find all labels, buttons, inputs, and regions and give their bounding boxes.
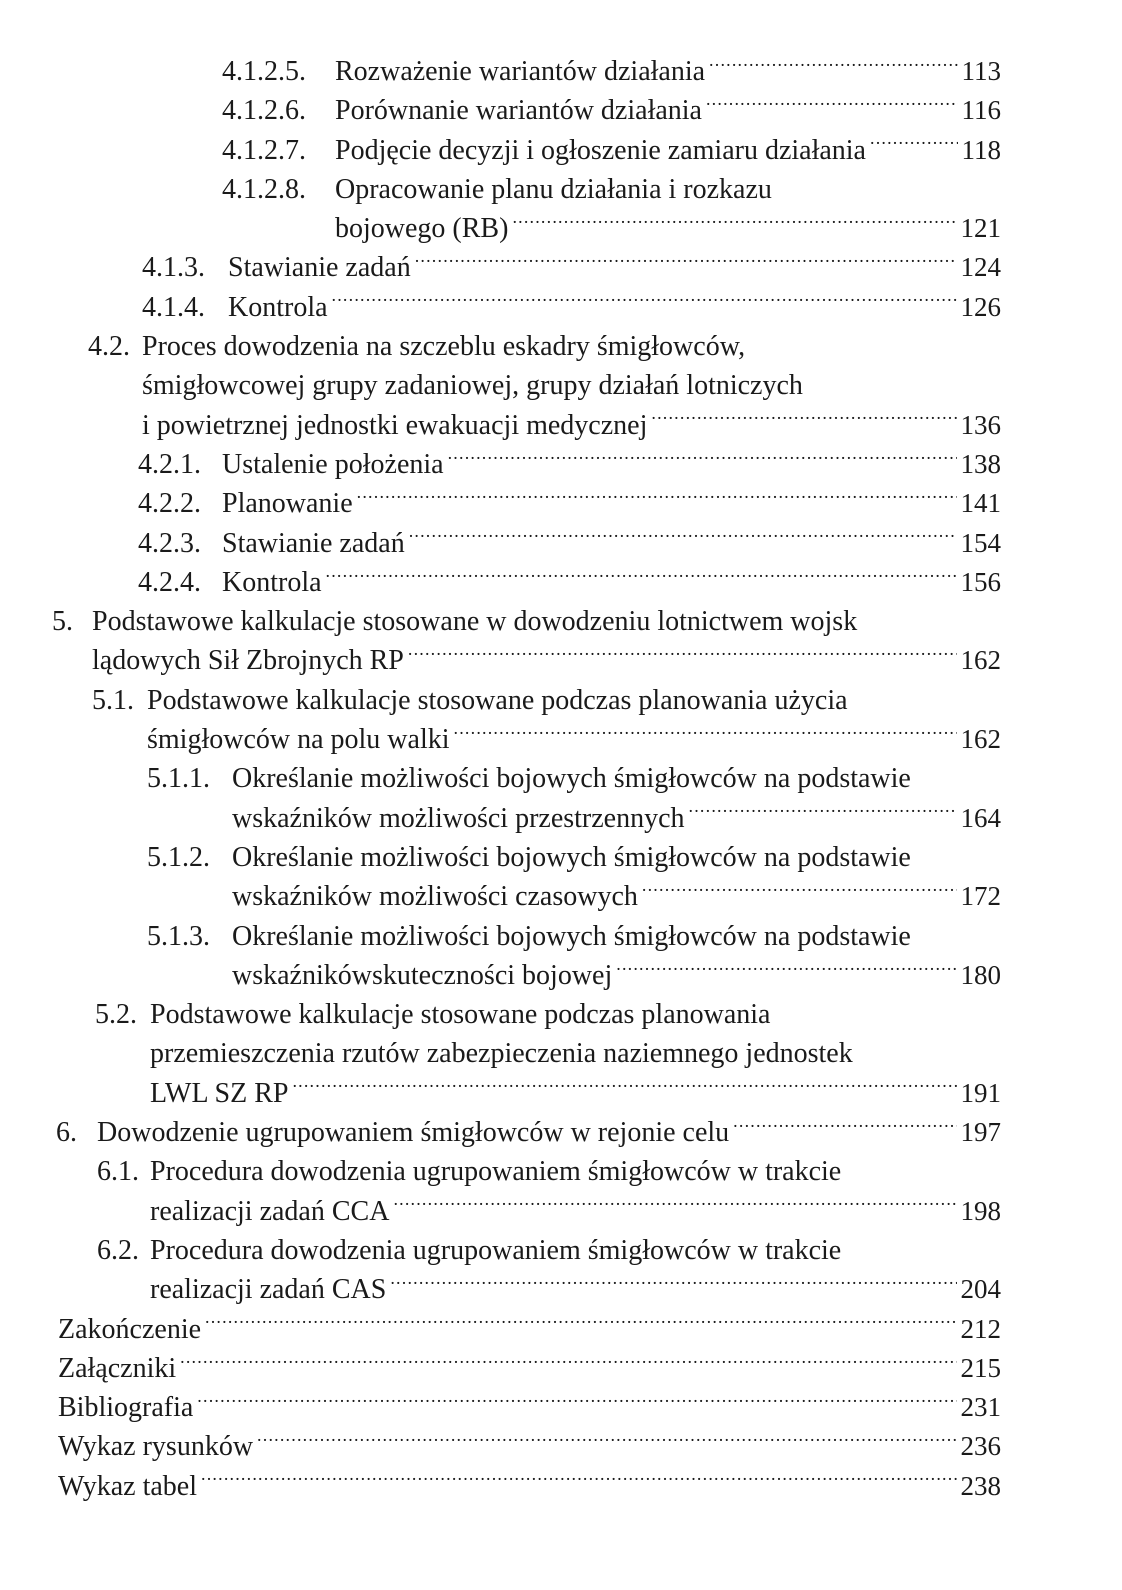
toc-entry — [0, 524, 1063, 563]
toc-entry-last-line — [222, 445, 1001, 484]
toc-entry-title-line: Zakończenie — [58, 1313, 202, 1345]
toc-entry-title-line: realizacji zadań CCA — [150, 1195, 390, 1227]
toc-entry-last-line — [222, 563, 1001, 602]
toc-entry-page-number: 138 — [960, 448, 1001, 479]
toc-entry-page-number: 197 — [960, 1117, 1001, 1148]
toc-entry — [0, 1231, 1063, 1310]
dot-leader — [706, 93, 958, 121]
toc-entry-title-line: LWL SZ RP — [150, 1077, 289, 1109]
toc-entry-page-number: 236 — [960, 1431, 1001, 1462]
toc-entry-last-line — [228, 248, 1001, 287]
dot-leader — [616, 958, 956, 986]
toc-entry-number: 4.1.2.8. — [222, 173, 306, 205]
toc-entry — [0, 1427, 1063, 1466]
dot-leader — [197, 1390, 956, 1418]
toc-entry-number: 5.1.2. — [147, 841, 210, 873]
toc-entry-page-number: 212 — [960, 1313, 1001, 1344]
toc-entry-title-line: Dowodzenie ugrupowaniem śmigłowców w rejonie celu — [97, 1117, 730, 1149]
toc-entry-last-line — [58, 1388, 1001, 1427]
dot-leader — [415, 250, 957, 278]
toc-entry — [0, 1388, 1063, 1427]
toc-entry-last-line — [335, 209, 1001, 248]
toc-entry-last-line — [232, 799, 1001, 838]
toc-entry-last-line — [58, 1310, 1001, 1349]
toc-entry-title-line: i powietrznej jednostki ewakuacji medycznej — [142, 409, 648, 441]
toc-entry-title-line: Ustalenie położenia — [222, 448, 444, 480]
toc-entry-page-number: 191 — [960, 1077, 1001, 1108]
toc-entry-number: 6.2. — [97, 1234, 139, 1266]
dot-leader — [201, 1469, 956, 1497]
toc-entry-title-line: Określanie możliwości bojowych śmigłowców na podstawie — [232, 920, 911, 952]
toc-entry-page-number: 180 — [960, 959, 1001, 990]
toc-entry-title-line: Wykaz rysunków — [58, 1431, 254, 1463]
toc-entry-page-number: 126 — [960, 291, 1001, 322]
toc-entry-title-line: Planowanie — [222, 488, 353, 520]
toc-entry-title-line: bojowego (RB) — [335, 213, 509, 245]
toc-entry-title-line: Podstawowe kalkulacje stosowane podczas planowania — [150, 999, 771, 1031]
toc-entry-title-line: śmigłowcowej grupy zadaniowej, grupy działań lotniczych — [142, 370, 803, 402]
toc-entry-title-line: Bibliografia — [58, 1392, 194, 1424]
toc-entry-page-number: 198 — [960, 1195, 1001, 1226]
toc-entry-page-number: 141 — [960, 488, 1001, 519]
toc-entry-number: 5. — [52, 606, 73, 638]
toc-entry-number: 4.2.1. — [138, 448, 201, 480]
toc-entry-number: 6. — [56, 1117, 77, 1149]
toc-entry-title-line: wskaźnikówskuteczności bojowej — [232, 959, 613, 991]
dot-leader — [257, 1429, 956, 1457]
dot-leader — [642, 879, 957, 907]
toc-entry-last-line — [222, 524, 1001, 563]
toc-entry-page-number: 162 — [960, 645, 1001, 676]
toc-entry-title-line: Określanie możliwości bojowych śmigłowców na podstawie — [232, 841, 911, 873]
toc-entry-title-line: Załączniki — [58, 1352, 177, 1384]
toc-entry-title-line: Kontrola — [222, 566, 322, 598]
toc-entry-last-line — [150, 1074, 1001, 1113]
toc-entry — [0, 1467, 1063, 1506]
dot-leader — [408, 643, 957, 671]
dot-leader — [390, 1272, 956, 1300]
toc-entry-title-line: przemieszczenia rzutów zabezpieczenia naziemnego jednostek — [150, 1038, 853, 1070]
toc-entry-last-line — [147, 720, 1001, 759]
toc-entry-number: 4.1.4. — [142, 291, 205, 323]
toc-entry-title-line: Stawianie zadań — [222, 527, 405, 559]
toc-entry-title-line: wskaźników możliwości przestrzennych — [232, 802, 685, 834]
toc-entry-page-number: 136 — [960, 409, 1001, 440]
dot-leader — [709, 54, 957, 82]
toc-entry — [0, 445, 1063, 484]
dot-leader — [733, 1115, 956, 1143]
toc-entry-last-line — [335, 131, 1001, 170]
dot-leader — [512, 211, 956, 239]
dot-leader — [409, 526, 957, 554]
toc-entry-page-number: 113 — [961, 56, 1001, 86]
toc-entry-number: 5.1.3. — [147, 920, 210, 952]
toc-entry-number: 6.1. — [97, 1156, 139, 1188]
dot-leader — [326, 565, 957, 593]
toc-entry-page-number: 204 — [960, 1274, 1001, 1305]
toc-entry-page-number: 172 — [960, 881, 1001, 912]
toc-entry-last-line — [58, 1427, 1001, 1466]
toc-entry — [0, 52, 1063, 91]
toc-entry-title-line: Rozważenie wariantów działania — [335, 56, 706, 87]
dot-leader — [180, 1351, 956, 1379]
toc-entry-title-line: Kontrola — [228, 291, 328, 323]
toc-entry-page-number: 215 — [960, 1352, 1001, 1383]
toc-entry-last-line — [228, 288, 1001, 327]
toc-entry — [0, 838, 1063, 917]
toc-entry-page-number: 154 — [960, 527, 1001, 558]
toc-entry-number: 4.1.3. — [142, 252, 205, 284]
toc-entry-title-line: realizacji zadań CAS — [150, 1274, 387, 1306]
toc-entry-title-line: Opracowanie planu działania i rozkazu — [335, 173, 772, 205]
toc-entry-number: 4.1.2.6. — [222, 95, 306, 127]
toc-entry-title-line: Podstawowe kalkulacje stosowane podczas planowania użycia — [147, 684, 848, 716]
toc-entry-title-line: Wykaz tabel — [58, 1470, 198, 1502]
toc-entry — [0, 563, 1063, 602]
toc-entry-number: 4.2.4. — [138, 566, 201, 598]
toc-entry-title-line: Procedura dowodzenia ugrupowaniem śmigłowców w trakcie — [150, 1234, 842, 1266]
toc-entry-page-number: 118 — [961, 134, 1001, 165]
toc-entry-title-line: lądowych Sił Zbrojnych RP — [92, 645, 404, 677]
dot-leader — [870, 133, 958, 161]
toc-entry-title-line: Proces dowodzenia na szczeblu eskadry śmigłowców, — [142, 331, 746, 363]
toc-entry-page-number: 162 — [960, 724, 1001, 755]
toc-entry-last-line — [58, 1467, 1001, 1506]
toc-entry — [0, 1349, 1063, 1388]
toc-entry-last-line — [58, 1349, 1001, 1388]
toc-entry-last-line — [97, 1113, 1001, 1152]
dot-leader — [448, 447, 957, 475]
toc-entry-last-line — [335, 52, 1001, 91]
toc-entry-title-line: Określanie możliwości bojowych śmigłowców na podstawie — [232, 763, 911, 795]
dot-leader — [332, 290, 957, 318]
toc-entry-page-number: 164 — [960, 802, 1001, 833]
toc-entry — [0, 1310, 1063, 1349]
table-of-contents — [0, 52, 1122, 1506]
toc-entry-page-number: 124 — [960, 252, 1001, 283]
toc-entry-page-number: 116 — [961, 95, 1001, 126]
toc-entry-number: 4.1.2.7. — [222, 134, 306, 166]
toc-entry — [0, 170, 1063, 249]
toc-entry-title-line: Porównanie wariantów działania — [335, 95, 702, 127]
dot-leader — [689, 801, 957, 829]
toc-entry-title-line: Podstawowe kalkulacje stosowane w dowodzeniu lotnictwem wojsk — [92, 606, 858, 638]
toc-entry — [0, 995, 1063, 1113]
toc-entry-number: 4.2.3. — [138, 527, 201, 559]
toc-entry — [0, 91, 1063, 130]
toc-entry — [0, 131, 1063, 170]
toc-entry-page-number: 231 — [960, 1392, 1001, 1423]
toc-entry-number: 5.2. — [95, 999, 137, 1031]
toc-entry-page-number: 238 — [960, 1470, 1001, 1501]
toc-entry-last-line — [150, 1192, 1001, 1231]
toc-entry-page-number: 121 — [960, 213, 1001, 244]
toc-entry-last-line — [222, 484, 1001, 523]
toc-entry-page-number: 156 — [960, 566, 1001, 597]
toc-entry — [0, 1152, 1063, 1231]
toc-entry-title-line: Podjęcie decyzji i ogłoszenie zamiaru działania — [335, 134, 866, 166]
toc-entry-number: 4.2.2. — [138, 488, 201, 520]
toc-entry-last-line — [142, 406, 1001, 445]
toc-entry — [0, 602, 1063, 681]
toc-entry — [0, 327, 1063, 445]
toc-entry — [0, 681, 1063, 760]
toc-entry-title-line: Procedura dowodzenia ugrupowaniem śmigłowców w trakcie — [150, 1156, 842, 1188]
toc-entry — [0, 288, 1063, 327]
toc-entry — [0, 917, 1063, 996]
toc-entry-last-line — [232, 956, 1001, 995]
toc-entry — [0, 248, 1063, 287]
toc-entry — [0, 759, 1063, 838]
dot-leader — [651, 408, 956, 436]
dot-leader — [205, 1312, 956, 1340]
dot-leader — [393, 1194, 956, 1222]
toc-entry-title-line: śmigłowców na polu walki — [147, 724, 450, 756]
toc-entry-last-line — [150, 1270, 1001, 1309]
dot-leader — [357, 486, 957, 514]
toc-entry-number: 4.1.2.5. — [222, 56, 306, 87]
toc-entry-last-line — [335, 91, 1001, 130]
dot-leader — [454, 722, 957, 750]
toc-entry-title-line: wskaźników możliwości czasowych — [232, 881, 638, 913]
toc-entry-title-line: Stawianie zadań — [228, 252, 411, 284]
toc-entry-number: 5.1. — [92, 684, 134, 716]
toc-entry — [0, 484, 1063, 523]
toc-entry-last-line — [92, 641, 1001, 680]
toc-entry — [0, 1113, 1063, 1152]
toc-entry-number: 4.2. — [88, 331, 130, 363]
dot-leader — [292, 1076, 956, 1104]
toc-entry-last-line — [232, 877, 1001, 916]
toc-entry-number: 5.1.1. — [147, 763, 210, 795]
